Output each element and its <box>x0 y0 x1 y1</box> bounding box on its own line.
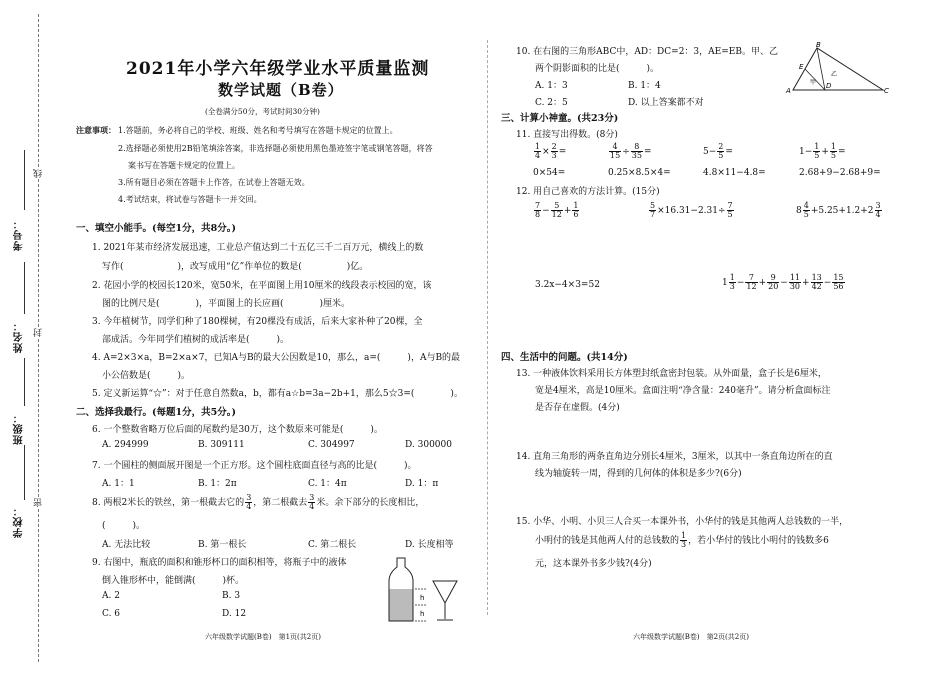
q10-line1: 10. 在右图的三角形ABC中，AD：DC=2：3，AE=EB。甲、乙 <box>516 47 778 57</box>
den: 5 <box>830 151 837 160</box>
triangle-abc <box>793 48 883 90</box>
section-4-title: 四、生活中的问题。(共14分) <box>501 352 628 363</box>
xingming-blank <box>24 262 25 314</box>
q11-calc-a <box>533 143 566 160</box>
q8-line2: ( )。 <box>102 521 146 531</box>
q7-opt-c: C. 1：4π <box>308 479 347 489</box>
den: 5 <box>814 151 820 160</box>
frac <box>832 274 844 291</box>
op: − <box>736 278 745 288</box>
num: 7 <box>745 274 757 283</box>
fig-h-2: h <box>420 610 425 618</box>
q6-opt-a: A. 294999 <box>102 440 149 450</box>
den: 8 <box>535 210 541 219</box>
frac <box>649 202 656 219</box>
q3-line1: 3. 今年植树节，同学们种了180棵树，有20棵没有成活，后来大家补种了20棵，全 <box>92 317 423 327</box>
banji-blank <box>24 358 25 406</box>
op: − <box>542 206 550 216</box>
frac <box>803 202 810 219</box>
q14-line1: 14. 直角三角形的两条直角边分别长4厘米，3厘米，以其中一条直角边所在的直 <box>516 452 833 462</box>
label-jia: 甲 <box>810 79 817 86</box>
xingming-label: 姓名： <box>14 320 25 353</box>
q11-calc-f: 0.25×8.5×4= <box>608 168 671 178</box>
frac <box>551 143 558 160</box>
label-d: D <box>826 82 832 90</box>
q8-frac-2-num: 3 <box>309 493 315 502</box>
frac <box>631 143 643 160</box>
frac <box>717 143 724 160</box>
q8-frac-1-den: 4 <box>246 502 252 511</box>
seal-mi: 密 <box>34 498 44 507</box>
frac <box>745 274 757 291</box>
q9-opt-d: D. 12 <box>222 609 247 619</box>
eq: = <box>838 147 846 157</box>
q3-line2: 部成活。今年同学们植树的成活率是( )。 <box>102 335 290 345</box>
q9-line1: 9. 右图中，瓶底的面积和锥形杯口的面积相等，将瓶子中的液体 <box>92 558 347 568</box>
notes-label: 注意事项： <box>76 125 116 135</box>
page-subtitle: 数学试题（B卷） <box>218 81 344 99</box>
q1-line2: 写作( )，改写成用“亿”作单位的数是( )亿。 <box>102 262 369 272</box>
q8-frac-2 <box>308 494 315 511</box>
q15-line2 <box>535 532 829 549</box>
q12-calc-c <box>796 202 883 219</box>
q6-opt-b: B. 309111 <box>198 440 245 450</box>
q1-line1: 1. 2021年某市经济发展迅速，工业总产值达到二十五亿三千二百万元，横线上的数 <box>92 243 424 253</box>
bottle-liquid <box>389 589 413 621</box>
pre: 8 <box>796 206 802 216</box>
q8-frac-1 <box>245 494 252 511</box>
q15-pre: 小明付的钱是其他两人付的总钱数的 <box>535 536 680 546</box>
q8-opt-c: C. 第二根长 <box>308 540 357 550</box>
label-yi: 乙 <box>831 71 838 78</box>
num: 4 <box>609 143 621 152</box>
q12-equation: 3.2x−4×3=52 <box>535 280 600 290</box>
q8-line1 <box>92 494 424 511</box>
q7-opt-a: A. 1：1 <box>102 479 135 489</box>
q15-post: ，若小华付的钱比小明付的钱数多6 <box>688 536 829 546</box>
kaohao-label: 考号： <box>14 218 25 251</box>
q8-frac-1-num: 3 <box>246 493 252 502</box>
den: 4 <box>535 151 541 160</box>
q13-line2: 宽是4厘米，高是10厘米。盒面注明“净含量：240毫升”。请分析盒面标注 <box>535 386 831 396</box>
q15-line3: 元，这本课外书多少钱?(4分) <box>535 559 652 569</box>
label-b: B <box>816 41 821 49</box>
frac <box>572 202 579 219</box>
column-divider <box>487 40 488 615</box>
q11-calc-g: 4.8×11−4.8= <box>703 168 766 178</box>
den: 5 <box>718 151 724 160</box>
q15-frac <box>680 532 687 549</box>
label-e: E <box>799 63 804 71</box>
q15-frac-num: 1 <box>681 531 687 540</box>
num: 1 <box>729 273 735 282</box>
den: 20 <box>768 282 779 291</box>
frac <box>875 202 882 219</box>
bottle-cone-figure <box>385 555 465 625</box>
note-2: 2.选择题必须使用2B铅笔填涂答案，非选择题必须使用黑色墨迹签字笔或钢笔答题，将答 <box>118 144 433 153</box>
xuexiao-blank <box>24 445 25 500</box>
q5: 5. 定义新运算“☆”：对于任意自然数a，b，都有a☆b=3a−2b+1，那么5☆3=( )。 <box>92 389 463 399</box>
num: 3 <box>875 201 881 210</box>
num: 5 <box>650 201 656 210</box>
eq: = <box>558 147 567 157</box>
label-a: A <box>786 87 791 95</box>
den: 4 <box>875 210 881 219</box>
frac <box>813 143 820 160</box>
frac <box>729 274 736 291</box>
note-3: 3.所有题目必须在答题卡上作答，在试卷上答题无效。 <box>118 178 310 187</box>
label-c: C <box>884 87 889 95</box>
num: 2 <box>551 142 557 151</box>
num: 1 <box>573 201 579 210</box>
q8-frac-2-den: 4 <box>309 502 315 511</box>
pre: 1 <box>722 278 728 288</box>
num: 4 <box>803 201 809 210</box>
frac <box>534 202 541 219</box>
op: + <box>758 278 767 288</box>
num: 13 <box>811 273 822 282</box>
xuexiao-label: 学校： <box>14 505 25 538</box>
q7-opt-d: D. 1：π <box>405 479 439 489</box>
q11-calc-b <box>608 143 651 160</box>
banji-label: 班级： <box>14 412 25 445</box>
frac <box>551 202 563 219</box>
q6: 6. 一个整数省略万位后面的尾数约是30万，这个数原来可能是( )。 <box>92 425 383 435</box>
q7-opt-b: B. 1：2π <box>198 479 237 489</box>
op: + <box>802 278 810 288</box>
den: 35 <box>631 151 642 160</box>
q10-opt-d: D. 以上答案都不对 <box>628 98 704 108</box>
section-1-title: 一、填空小能手。(每空1分，共8分。) <box>76 223 236 234</box>
q12-calc-b <box>648 202 735 219</box>
note-4: 4.考试结束，将试卷与答题卡一并交回。 <box>118 195 262 204</box>
q8-text-a: 8. 两根2米长的铁丝，第一根截去它的 <box>92 498 245 508</box>
q6-opt-d: D. 300000 <box>405 440 452 450</box>
footer-page-1: 六年级数学试题(B卷) 第1页(共2页) <box>205 633 321 641</box>
num: 11 <box>789 273 801 282</box>
num: 7 <box>535 201 541 210</box>
op: + <box>563 206 572 216</box>
q15-line1: 15. 小华、小明、小贝三人合买一本课外书，小华付的钱是其他两人总钱数的一半， <box>516 517 849 527</box>
q8-text-c: 米。余下部分的长度相比， <box>316 498 425 508</box>
note-2-cont: 案书写在答题卡规定的位置上。 <box>128 161 240 170</box>
cone-cup <box>433 581 457 603</box>
binding-dashed-line <box>38 14 39 662</box>
den: 3 <box>729 282 735 291</box>
den: 5 <box>803 210 809 219</box>
q4-line1: 4. A=2×3×a，B=2×a×7，已知A与B的最大公因数是10，那么，a=( )，A与B的最 <box>92 353 461 363</box>
q11-title: 11. 直接写出得数。(8分) <box>516 130 618 140</box>
num: 2 <box>718 142 724 151</box>
den: 6 <box>573 210 579 219</box>
pre: 1− <box>799 147 813 157</box>
q12-title: 12. 用自己喜欢的方法计算。(15分) <box>516 187 660 197</box>
den: 12 <box>746 282 757 291</box>
num: 1 <box>830 142 837 151</box>
op: × <box>542 147 550 157</box>
frac <box>830 143 837 160</box>
q12-calc-last <box>722 274 846 291</box>
den: 12 <box>551 210 562 219</box>
frac <box>767 274 779 291</box>
den: 7 <box>650 210 656 219</box>
q8-opt-a: A. 无法比较 <box>102 540 151 550</box>
q9-opt-a: A. 2 <box>102 591 120 601</box>
frac <box>609 143 621 160</box>
pre: 5− <box>703 147 717 157</box>
frac <box>789 274 801 291</box>
den: 56 <box>833 282 844 291</box>
frac <box>727 202 734 219</box>
op: − <box>823 278 832 288</box>
q10-opt-c: C. 2：5 <box>535 98 568 108</box>
q9-opt-b: B. 3 <box>222 591 241 601</box>
page-title: 2021年小学六年级学业水平质量监测 <box>126 59 430 79</box>
num: 8 <box>631 143 643 152</box>
q9-opt-c: C. 6 <box>102 609 121 619</box>
q9-line2: 倒入锥形杯中，能倒满( )杯。 <box>102 576 245 586</box>
den: 3 <box>551 151 557 160</box>
op: ÷ <box>622 147 630 157</box>
den: 15 <box>610 151 621 160</box>
note-1: 1.答题前，务必将自己的学校、班级、姓名和考号填写在答题卡规定的位置上。 <box>118 126 398 135</box>
q8-opt-b: B. 第一根长 <box>198 540 247 550</box>
q13-line1: 13. 一种液体饮料采用长方体塑封纸盒密封包装。从外面量，盒子长是6厘米， <box>516 369 827 379</box>
den: 30 <box>789 282 801 291</box>
q14-line2: 线为轴旋转一周，得到的几何体的体积是多少?(6分) <box>535 469 742 479</box>
q10-opt-a: A. 1：3 <box>535 81 568 91</box>
fig-h-1: h <box>420 594 425 602</box>
q12-calc-a <box>533 202 580 219</box>
triangle-abc-figure <box>785 40 895 98</box>
frac <box>534 143 541 160</box>
q8-opt-d: D. 长度相等 <box>405 540 454 550</box>
op: − <box>780 278 788 288</box>
q7: 7. 一个圆柱的侧面展开图是一个正方形。这个圆柱底面直径与高的比是( )。 <box>92 461 417 471</box>
num: 1 <box>814 142 820 151</box>
q13-line3: 是否存在虚假。(4分) <box>535 403 620 413</box>
num: 5 <box>551 202 563 211</box>
q2-line2: 图的比例尺是( )，平面图上的长应画( )厘米。 <box>102 299 351 309</box>
eq: = <box>643 147 652 157</box>
mid: ×16.31−2.31÷ <box>657 206 726 216</box>
seal-xian: 线 <box>34 169 44 178</box>
num: 7 <box>727 201 733 210</box>
num: 9 <box>767 274 779 283</box>
q10-line2: 两个阴影面积的比是( )。 <box>535 64 660 74</box>
frac <box>811 274 823 291</box>
footer-page-2: 六年级数学试题(B卷) 第2页(共2页) <box>633 633 749 641</box>
q11-calc-c <box>703 143 733 160</box>
kaohao-blank <box>24 150 25 210</box>
eq: = <box>725 147 733 157</box>
q4-line2: 小公倍数是( )。 <box>102 371 191 381</box>
q2-line1: 2. 花园小学的校园长120米，宽50米，在平面图上用10厘米的线段表示校园的宽，该 <box>92 281 432 291</box>
q10-opt-b: B. 1：4 <box>628 81 661 91</box>
num: 1 <box>535 142 541 151</box>
score-info: (全卷满分50分，考试时间30分钟) <box>205 107 320 116</box>
section-2-title: 二、选择我最行。(每题1分，共5分。) <box>76 407 236 418</box>
num: 15 <box>833 273 844 282</box>
op: + <box>821 147 829 157</box>
post: +5.25+1.2+2 <box>810 206 874 216</box>
q11-calc-h: 2.68+9−2.68+9= <box>799 168 881 178</box>
section-3-title: 三、计算小神童。(共23分) <box>501 113 619 124</box>
q6-opt-c: C. 304997 <box>308 440 355 450</box>
q11-calc-d <box>799 143 846 160</box>
den: 5 <box>727 210 733 219</box>
q11-calc-e: 0×54= <box>533 168 566 178</box>
q15-frac-den: 3 <box>681 540 687 549</box>
q8-text-b: ，第二根截去 <box>253 498 308 508</box>
seal-feng: 封 <box>34 328 44 337</box>
den: 42 <box>811 282 822 291</box>
